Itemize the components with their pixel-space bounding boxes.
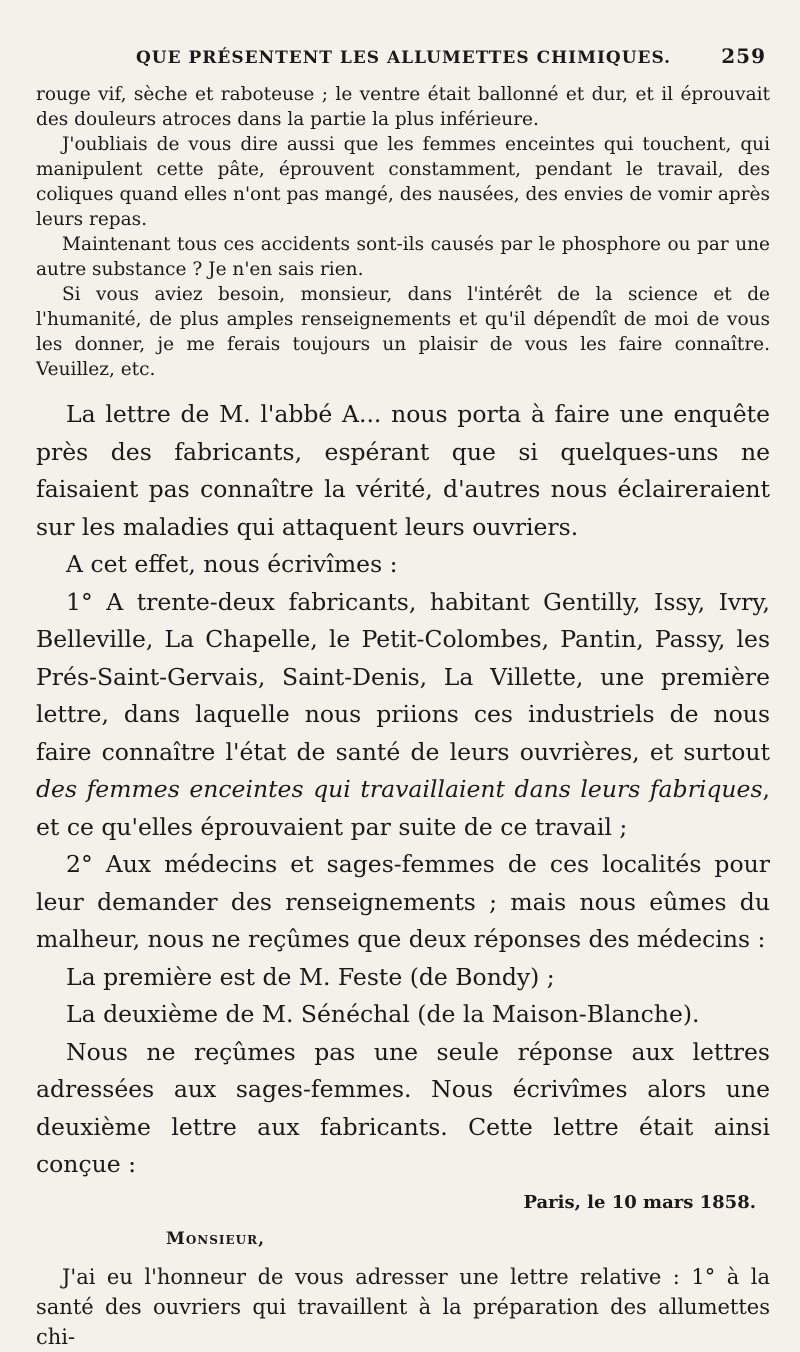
quoted-letter bbox=[36, 82, 770, 382]
dateline: Paris, le 10 mars 1858. bbox=[523, 1191, 756, 1213]
salutation: Monsieur, bbox=[166, 1228, 266, 1249]
text-run: 1° A trente-deux fabricants, habitant Gentilly, Issy, Ivry, Belleville, La Chapelle, le Petit-Colombes, Pantin, Passy, les Prés-Saint-Gervais, Saint-Denis, La Villette, une première lettre, dans laquelle nous priions ces industriels de nous faire connaître l'état de santé de leurs ouvrières, et surtout bbox=[36, 587, 770, 766]
italic-run: des femmes enceintes qui travaillaient dans leurs fabriques bbox=[36, 775, 763, 803]
paragraph: La lettre de M. l'abbé A... nous porta à faire une enquête près des fabricants, espérant que si quelques-uns ne faisaient pas connaître la vérité, d'autres nous éclaireraient sur les maladies qui attaquent leurs ouvriers. bbox=[36, 400, 770, 541]
running-title: QUE PRÉSENTENT LES ALLUMETTES CHIMIQUES. bbox=[136, 48, 672, 68]
text-run: , et ce qu'elles éprouvaient par suite de ce travail ; bbox=[36, 775, 770, 841]
page-number: 259 bbox=[721, 44, 766, 68]
letter-paragraph: Si vous aviez besoin, monsieur, dans l'intérêt de la science et de l'humanité, de plus amples renseignements et qu'il dépendît de moi de vous les donner, je me ferais toujours un plaisir de vous les faire connaître. Veuillez, etc. bbox=[36, 284, 770, 380]
paragraph: La première est de M. Feste (de Bondy) ; bbox=[66, 962, 555, 991]
letter-paragraph: Maintenant tous ces accidents sont-ils causés par le phosphore ou par une autre substance ? Je n'en sais rien. bbox=[36, 234, 770, 280]
paragraph-list-item-1 bbox=[36, 584, 770, 847]
paragraph: J'ai eu l'honneur de vous adresser une lettre relative : 1° à la santé des ouvriers qui travaillent à la préparation des allumettes chi- bbox=[36, 1264, 770, 1349]
paragraph-list-item-2: 2° Aux médecins et sages-femmes de ces localités pour leur demander des renseignements ; mais nous eûmes du malheur, nous ne reçûmes que deux réponses des médecins : bbox=[36, 850, 770, 953]
letter-paragraph: J'oubliais de vous dire aussi que les femmes enceintes qui touchent, qui manipulent cette pâte, éprouvent constamment, pendant le travail, des coliques quand elles n'ont pas mangé, des nausées, des envies de vomir après leurs repas. bbox=[36, 134, 770, 230]
paragraph: A cet effet, nous écrivîmes : bbox=[66, 550, 398, 578]
main-text bbox=[36, 396, 770, 1184]
letter-paragraph: rouge vif, sèche et raboteuse ; le ventre était ballonné et dur, et il éprouvait des douleurs atroces dans la partie la plus inférieure. bbox=[36, 84, 770, 130]
paragraph: Nous ne reçûmes pas une seule réponse aux lettres adressées aux sages-femmes. Nous écrivîmes alors une deuxième lettre aux fabricants. Cette lettre était ainsi conçue : bbox=[36, 1037, 770, 1178]
paragraph: La deuxième de M. Sénéchal (de la Maison-Blanche). bbox=[66, 1000, 700, 1028]
running-header bbox=[136, 44, 766, 68]
letter-start bbox=[36, 1262, 770, 1352]
